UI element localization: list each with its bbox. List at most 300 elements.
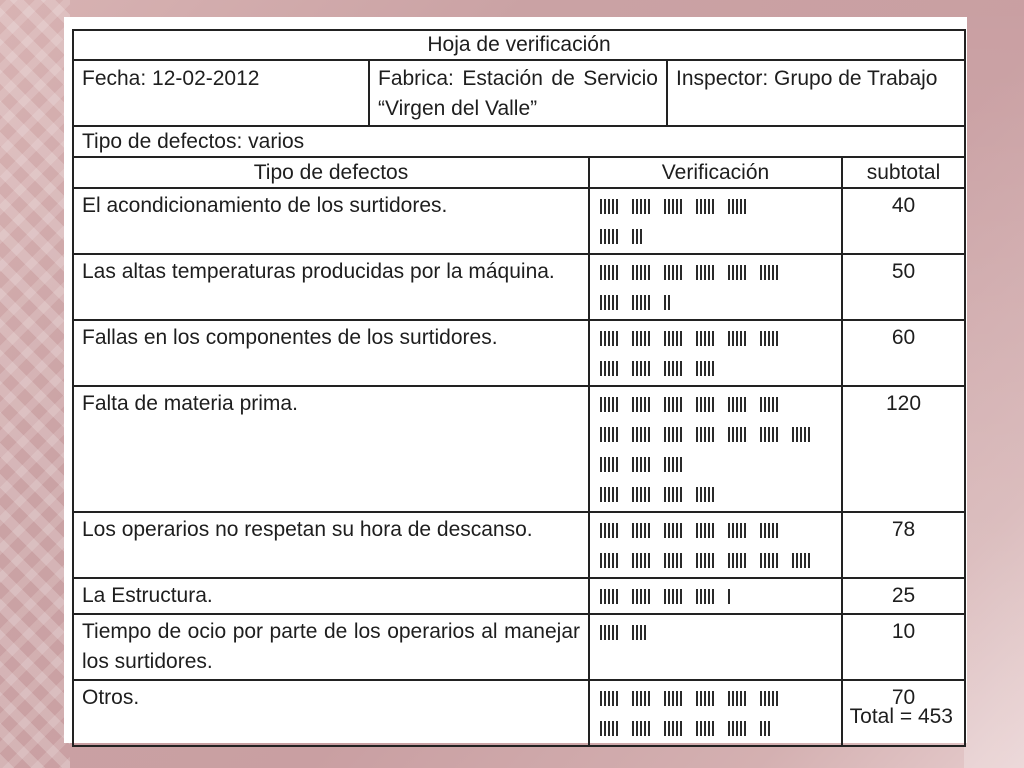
- tally-mark: [644, 295, 646, 310]
- tally-mark: [764, 721, 766, 736]
- tally-mark: [740, 397, 742, 412]
- tally-mark: [732, 331, 734, 346]
- tally-group: [664, 265, 682, 280]
- tally-mark: [708, 589, 710, 604]
- tally-mark: [712, 589, 714, 604]
- tally-mark: [608, 721, 610, 736]
- tally-mark: [608, 523, 610, 538]
- tally-mark: [648, 691, 650, 706]
- tally-line: [600, 545, 831, 575]
- tally-group: [792, 553, 810, 568]
- tally-mark: [680, 487, 682, 502]
- tally-mark: [604, 397, 606, 412]
- tally-mark: [732, 427, 734, 442]
- tally-mark: [676, 691, 678, 706]
- tally-mark: [604, 625, 606, 640]
- tally-group: [696, 721, 714, 736]
- tally-mark: [760, 397, 762, 412]
- tally-mark: [604, 691, 606, 706]
- tally-group: [728, 523, 746, 538]
- tally-mark: [632, 523, 634, 538]
- tally-mark: [612, 199, 614, 214]
- tally-group: [600, 691, 618, 706]
- tally-mark: [768, 331, 770, 346]
- tally-group: [600, 625, 618, 640]
- tally-mark: [776, 265, 778, 280]
- tally-mark: [700, 361, 702, 376]
- tally-mark: [672, 397, 674, 412]
- tally-mark: [640, 523, 642, 538]
- tally-group: [600, 457, 618, 472]
- tally-mark: [700, 397, 702, 412]
- subtotal-value: 78: [891, 518, 916, 541]
- tally-mark: [604, 229, 606, 244]
- tally-mark: [668, 553, 670, 568]
- tally-mark: [732, 691, 734, 706]
- tally-mark: [604, 553, 606, 568]
- tally-mark: [696, 589, 698, 604]
- tally-mark: [696, 553, 698, 568]
- defect-label: Otros.: [74, 681, 590, 745]
- tally-mark: [708, 427, 710, 442]
- tally-mark: [712, 487, 714, 502]
- tally-mark: [700, 199, 702, 214]
- tally-mark: [600, 361, 602, 376]
- tally-mark: [632, 457, 634, 472]
- tally-mark: [600, 523, 602, 538]
- tally-mark: [616, 397, 618, 412]
- tally-mark: [668, 691, 670, 706]
- tally-mark: [668, 331, 670, 346]
- subtotal-value: 70: [891, 686, 916, 709]
- tally-mark: [648, 265, 650, 280]
- tally-line: [600, 389, 831, 419]
- tally-mark: [636, 523, 638, 538]
- tally-mark: [612, 457, 614, 472]
- tally-mark: [608, 487, 610, 502]
- tally-mark: [728, 589, 730, 604]
- tally-group: [632, 199, 650, 214]
- tally-mark: [764, 331, 766, 346]
- tally-mark: [616, 589, 618, 604]
- tally-mark: [708, 199, 710, 214]
- tally-mark: [664, 691, 666, 706]
- tally-mark: [676, 487, 678, 502]
- tally-mark: [728, 199, 730, 214]
- tally-mark: [644, 265, 646, 280]
- tally-line: [600, 449, 831, 479]
- tally-group: [664, 361, 682, 376]
- tally-mark: [604, 427, 606, 442]
- tally-mark: [704, 691, 706, 706]
- tally-line: [600, 419, 831, 449]
- tally-mark: [680, 331, 682, 346]
- tally-group: [696, 691, 714, 706]
- tally-mark: [616, 427, 618, 442]
- tally-mark: [732, 553, 734, 568]
- tally-mark: [736, 553, 738, 568]
- tally-group: [632, 427, 650, 442]
- tally-mark: [604, 589, 606, 604]
- tally-mark: [632, 361, 634, 376]
- tally-group: [600, 523, 618, 538]
- tally-mark: [664, 331, 666, 346]
- tally-mark: [776, 691, 778, 706]
- tally-mark: [696, 691, 698, 706]
- tally-mark: [704, 397, 706, 412]
- tally-group: [696, 361, 714, 376]
- tally-group: [664, 295, 670, 310]
- tally-mark: [604, 295, 606, 310]
- tally-mark: [632, 229, 634, 244]
- tally-mark: [608, 625, 610, 640]
- tally-mark: [760, 721, 762, 736]
- tally-mark: [600, 457, 602, 472]
- table-row: [74, 189, 964, 255]
- tally-mark: [648, 427, 650, 442]
- tally-mark: [700, 589, 702, 604]
- tally-mark: [616, 331, 618, 346]
- tally-group: [728, 721, 746, 736]
- tally-mark: [740, 265, 742, 280]
- tally-mark: [668, 721, 670, 736]
- tally-mark: [600, 553, 602, 568]
- total-label: Total = 453: [849, 705, 953, 728]
- tally-line: [600, 287, 831, 317]
- tally-mark: [616, 361, 618, 376]
- tally-mark: [616, 265, 618, 280]
- tally-mark: [644, 691, 646, 706]
- tally-mark: [728, 427, 730, 442]
- tally-mark: [800, 427, 802, 442]
- sheet-title: Hoja de verificación: [427, 33, 611, 56]
- tally-group: [664, 199, 682, 214]
- tally-mark: [708, 553, 710, 568]
- tally-mark: [636, 295, 638, 310]
- tally-mark: [732, 199, 734, 214]
- tally-mark: [700, 721, 702, 736]
- tally-mark: [632, 295, 634, 310]
- tally-group: [664, 331, 682, 346]
- tally-mark: [648, 523, 650, 538]
- tally-line: [600, 323, 831, 353]
- tally-mark: [744, 721, 746, 736]
- tally-mark: [668, 427, 670, 442]
- tally-line: [600, 617, 831, 647]
- tally-mark: [672, 553, 674, 568]
- tally-mark: [640, 625, 642, 640]
- tally-group: [632, 295, 650, 310]
- tally-mark: [676, 331, 678, 346]
- defect-label: Tiempo de ocio por parte de los operarios al manejar los surtidores.: [74, 615, 590, 679]
- table-row: [74, 681, 964, 745]
- defect-label: Falta de materia prima.: [74, 387, 590, 511]
- tally-marks: [590, 255, 843, 319]
- tally-mark: [672, 721, 674, 736]
- tally-mark: [600, 265, 602, 280]
- tally-mark: [712, 361, 714, 376]
- meta-row: [74, 61, 964, 127]
- tally-mark: [640, 229, 642, 244]
- tally-mark: [768, 427, 770, 442]
- tally-mark: [608, 691, 610, 706]
- tally-mark: [764, 265, 766, 280]
- tally-group: [664, 691, 682, 706]
- tally-mark: [676, 523, 678, 538]
- header-tipo: Tipo de defectos: [74, 158, 590, 187]
- tally-mark: [612, 295, 614, 310]
- tally-mark: [664, 487, 666, 502]
- tally-mark: [608, 427, 610, 442]
- tally-mark: [668, 295, 670, 310]
- tally-mark: [648, 397, 650, 412]
- tally-mark: [640, 457, 642, 472]
- tally-group: [696, 199, 714, 214]
- tally-mark: [648, 331, 650, 346]
- tally-mark: [648, 721, 650, 736]
- tally-group: [728, 199, 746, 214]
- tally-mark: [728, 397, 730, 412]
- tally-group: [664, 553, 682, 568]
- tally-mark: [676, 199, 678, 214]
- tally-mark: [644, 553, 646, 568]
- tally-mark: [740, 721, 742, 736]
- tally-mark: [608, 229, 610, 244]
- tally-group: [664, 427, 682, 442]
- tally-mark: [808, 553, 810, 568]
- header-verificacion: Verificación: [590, 158, 843, 187]
- tally-mark: [728, 553, 730, 568]
- tally-group: [600, 295, 618, 310]
- tally-mark: [608, 397, 610, 412]
- tally-mark: [732, 265, 734, 280]
- tally-mark: [700, 487, 702, 502]
- tally-mark: [696, 721, 698, 736]
- tally-mark: [640, 427, 642, 442]
- tally-mark: [640, 295, 642, 310]
- table-row: [74, 615, 964, 681]
- tally-group: [632, 229, 642, 244]
- tally-mark: [644, 487, 646, 502]
- tally-group: [632, 721, 650, 736]
- tally-mark: [740, 523, 742, 538]
- tally-mark: [796, 553, 798, 568]
- tally-mark: [708, 331, 710, 346]
- tally-mark: [696, 397, 698, 412]
- tally-mark: [736, 721, 738, 736]
- tally-mark: [608, 265, 610, 280]
- tally-mark: [600, 721, 602, 736]
- tally-mark: [612, 361, 614, 376]
- tally-mark: [676, 265, 678, 280]
- tally-group: [632, 691, 650, 706]
- tally-mark: [616, 487, 618, 502]
- tally-group: [600, 229, 618, 244]
- tally-mark: [680, 589, 682, 604]
- tally-mark: [732, 721, 734, 736]
- tally-mark: [644, 523, 646, 538]
- tally-group: [760, 721, 770, 736]
- tally-group: [600, 589, 618, 604]
- tally-mark: [640, 553, 642, 568]
- tally-mark: [696, 331, 698, 346]
- subtotal-value: 40: [891, 194, 916, 217]
- tally-mark: [672, 589, 674, 604]
- tally-mark: [632, 553, 634, 568]
- tally-mark: [680, 691, 682, 706]
- tally-mark: [736, 199, 738, 214]
- tally-mark: [760, 691, 762, 706]
- tally-mark: [616, 721, 618, 736]
- tally-mark: [608, 589, 610, 604]
- tally-mark: [644, 457, 646, 472]
- tally-mark: [636, 457, 638, 472]
- tally-mark: [772, 691, 774, 706]
- tally-mark: [704, 721, 706, 736]
- tally-mark: [612, 229, 614, 244]
- tally-mark: [736, 523, 738, 538]
- tally-mark: [708, 361, 710, 376]
- tally-mark: [648, 589, 650, 604]
- tally-group: [760, 523, 778, 538]
- tally-mark: [600, 589, 602, 604]
- tally-mark: [616, 229, 618, 244]
- tally-mark: [708, 487, 710, 502]
- tally-mark: [636, 199, 638, 214]
- tally-mark: [632, 691, 634, 706]
- tally-group: [600, 487, 618, 502]
- tally-group: [760, 553, 778, 568]
- tally-mark: [612, 721, 614, 736]
- tally-mark: [704, 523, 706, 538]
- tally-mark: [760, 523, 762, 538]
- tally-mark: [668, 361, 670, 376]
- tally-mark: [696, 199, 698, 214]
- defect-label: La Estructura.: [74, 579, 590, 613]
- subtotal-value: 120: [885, 392, 922, 415]
- tally-mark: [640, 331, 642, 346]
- tally-mark: [676, 361, 678, 376]
- tally-mark: [712, 397, 714, 412]
- tally-mark: [612, 523, 614, 538]
- tally-mark: [604, 523, 606, 538]
- tally-mark: [744, 523, 746, 538]
- tally-mark: [712, 331, 714, 346]
- tally-mark: [648, 553, 650, 568]
- tally-mark: [608, 295, 610, 310]
- tally-group: [632, 625, 646, 640]
- tally-group: [760, 427, 778, 442]
- tally-mark: [632, 721, 634, 736]
- tally-group: [696, 427, 714, 442]
- tally-group: [600, 265, 618, 280]
- tally-mark: [636, 553, 638, 568]
- tally-mark: [636, 361, 638, 376]
- tally-mark: [668, 265, 670, 280]
- tally-mark: [604, 331, 606, 346]
- tally-mark: [704, 199, 706, 214]
- tipo-general: Tipo de defectos: varios: [82, 129, 305, 153]
- tally-mark: [764, 691, 766, 706]
- tally-mark: [708, 397, 710, 412]
- tally-mark: [664, 295, 666, 310]
- subtotal-value: 10: [891, 620, 916, 643]
- tally-mark: [672, 487, 674, 502]
- tally-mark: [664, 721, 666, 736]
- tally-mark: [616, 553, 618, 568]
- tally-mark: [664, 397, 666, 412]
- tally-mark: [704, 589, 706, 604]
- tally-mark: [776, 397, 778, 412]
- tally-mark: [700, 691, 702, 706]
- tally-mark: [712, 265, 714, 280]
- tally-mark: [608, 553, 610, 568]
- tally-group: [664, 397, 682, 412]
- tally-mark: [736, 331, 738, 346]
- tally-mark: [704, 265, 706, 280]
- tally-mark: [704, 331, 706, 346]
- tally-mark: [772, 553, 774, 568]
- tally-marks: [590, 387, 843, 511]
- header-subtotal: subtotal: [866, 160, 941, 184]
- tally-group: [632, 487, 650, 502]
- tally-mark: [600, 295, 602, 310]
- tally-mark: [760, 553, 762, 568]
- tally-mark: [640, 361, 642, 376]
- tally-group: [600, 397, 618, 412]
- tally-mark: [632, 625, 634, 640]
- tally-mark: [680, 265, 682, 280]
- tally-mark: [708, 691, 710, 706]
- tally-mark: [700, 331, 702, 346]
- tally-mark: [696, 523, 698, 538]
- tally-mark: [644, 199, 646, 214]
- tally-mark: [664, 199, 666, 214]
- tally-mark: [636, 589, 638, 604]
- tally-mark: [636, 721, 638, 736]
- tally-mark: [608, 331, 610, 346]
- tally-group: [696, 589, 714, 604]
- tally-mark: [636, 487, 638, 502]
- tally-mark: [744, 427, 746, 442]
- tally-mark: [600, 199, 602, 214]
- tally-mark: [736, 265, 738, 280]
- tally-mark: [676, 589, 678, 604]
- tally-mark: [672, 361, 674, 376]
- tally-mark: [760, 331, 762, 346]
- subtotal-value: 50: [891, 260, 916, 283]
- tally-mark: [668, 457, 670, 472]
- tally-group: [728, 427, 746, 442]
- tally-line: [600, 683, 831, 713]
- tally-group: [696, 523, 714, 538]
- tally-mark: [604, 361, 606, 376]
- tally-mark: [676, 457, 678, 472]
- tally-group: [664, 457, 682, 472]
- tally-mark: [676, 721, 678, 736]
- tally-mark: [736, 691, 738, 706]
- tally-mark: [732, 523, 734, 538]
- tally-mark: [604, 487, 606, 502]
- tally-mark: [796, 427, 798, 442]
- data-rows: [74, 189, 964, 745]
- tally-mark: [776, 331, 778, 346]
- tally-group: [728, 553, 746, 568]
- tally-mark: [644, 397, 646, 412]
- tally-mark: [744, 553, 746, 568]
- tally-mark: [644, 331, 646, 346]
- tally-mark: [708, 523, 710, 538]
